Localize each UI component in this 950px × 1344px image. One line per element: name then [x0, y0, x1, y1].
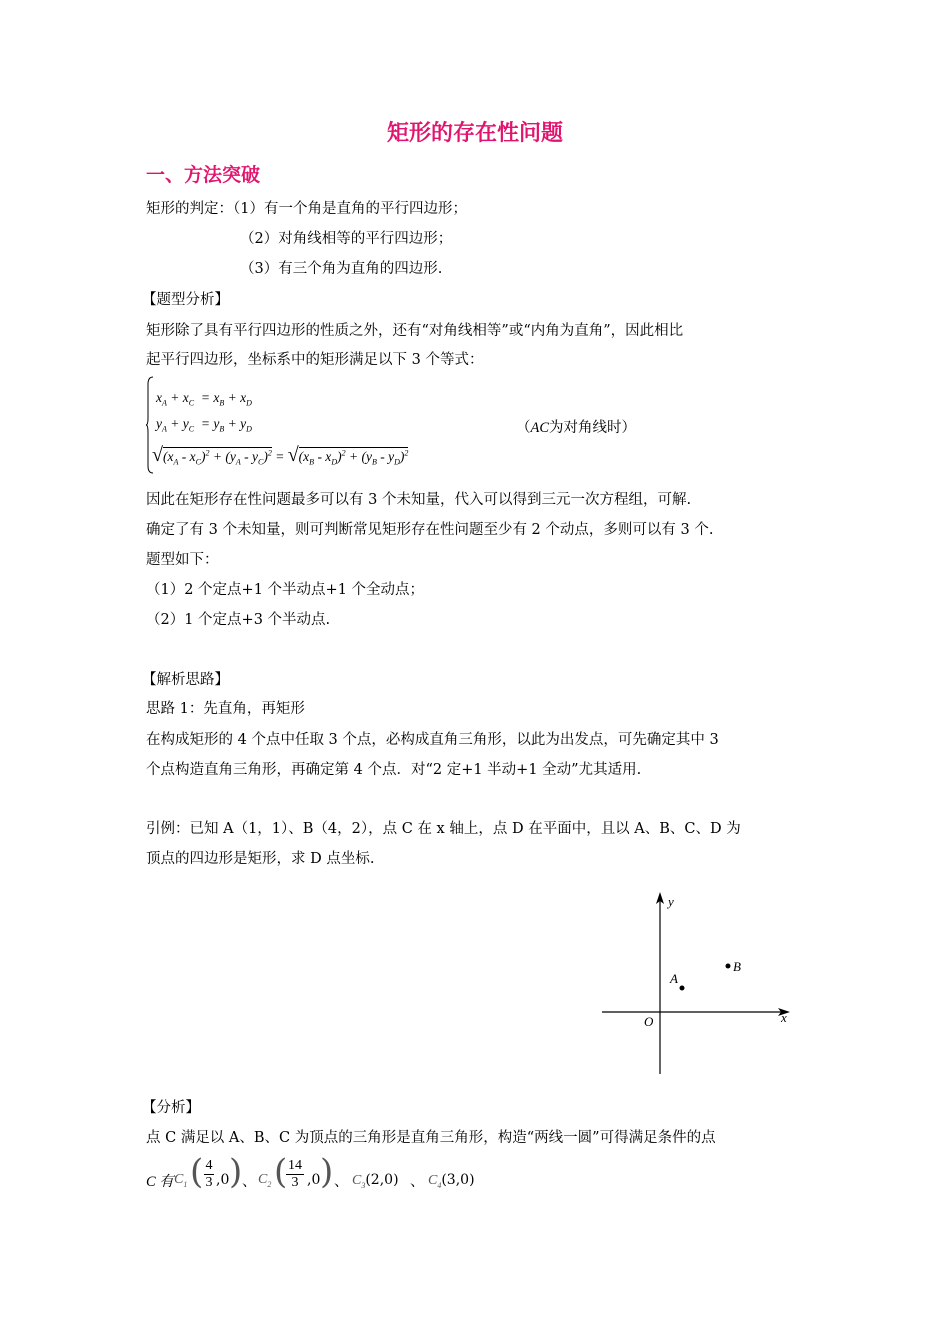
point-b-label: B: [733, 959, 741, 974]
analysis-paragraph-1: 矩形除了具有平行四边形的性质之外，还有“对角线相等”或“内角为直角”，因此相比: [146, 323, 684, 339]
analysis-heading: 【题型分析】: [142, 292, 229, 308]
judge-intro: 矩形的判定：（1）有一个角是直角的平行四边形；: [146, 201, 467, 217]
x-axis-label: x: [781, 1010, 787, 1025]
judge-item-3: （3）有三个角为直角的四边形.: [240, 261, 443, 277]
equation-2: $y_A + y_C = y_B + y_D$: [156, 416, 252, 434]
analysis2-paragraph: 点 C 满足以 A、B、C 为顶点的三角形是直角三角形，构造“两线一圆”可得满足条件的点: [146, 1130, 716, 1146]
y-axis-label: y: [668, 894, 674, 909]
answer-c1: $C_1$ ( 4 3 ,0 ): [174, 1152, 243, 1192]
text-line-3: 题型如下：: [146, 552, 219, 568]
text-line-1: 因此在矩形存在性问题最多可以有 3 个未知量，代入可以得到三元一次方程组，可解.: [146, 492, 692, 508]
idea-paragraph-1: 在构成矩形的 4 个点中任取 3 个点，必构成直角三角形，以此为出发点，可先确定其中 3: [146, 732, 719, 748]
section-heading: 一、方法突破: [146, 164, 261, 186]
solve-heading: 【解析思路】: [142, 672, 229, 688]
origin-label: O: [644, 1014, 654, 1029]
answer-c2: $C_2$ ( 14 3 ,0 ): [258, 1152, 334, 1192]
example-line-2: 顶点的四边形是矩形，求 D 点坐标.: [146, 851, 375, 867]
point-b: [726, 964, 731, 969]
answer-separator-2: 、: [334, 1174, 349, 1190]
answer-prefix: C 有: [146, 1174, 174, 1190]
point-a: [680, 986, 685, 991]
equation-3: $√(x_A - x_C)^2 + (y_A - y_C)^2 = √(x_B - x_D)^2 + (y_B - y_D)^2$: [152, 444, 409, 467]
page-title: 矩形的存在性问题: [386, 121, 563, 146]
coordinate-figure: [596, 888, 796, 1078]
equation-system: [146, 376, 526, 476]
example-line-1: 引例：已知 A（1，1）、B（4，2），点 C 在 x 轴上，点 D 在平面中，且以 A、B、C、D 为: [146, 821, 741, 837]
equation-1: $x_A + x_C = x_B + x_D$: [156, 390, 252, 408]
answer-c3: $C_3(2,0)$: [352, 1172, 399, 1190]
text-line-5: （2）1 个定点+3 个半动点.: [146, 612, 331, 628]
formula-note: （AC为对角线时）: [516, 420, 637, 436]
analysis-paragraph-2: 起平行四边形，坐标系中的矩形满足以下 3 个等式：: [146, 352, 484, 368]
judge-item-2: （2）对角线相等的平行四边形；: [240, 231, 453, 247]
idea-1: 思路 1：先直角，再矩形: [146, 701, 305, 717]
analysis2-heading: 【分析】: [142, 1100, 200, 1116]
answer-c4: $C_4(3,0)$: [428, 1172, 475, 1190]
text-line-2: 确定了有 3 个未知量，则可判断常见矩形存在性问题至少有 2 个动点，多则可以有 3 个.: [146, 522, 714, 538]
idea-paragraph-2: 个点构造直角三角形，再确定第 4 个点．对“2 定+1 半动+1 全动”尤其适用.: [146, 762, 642, 778]
answer-separator-3: 、: [410, 1174, 425, 1190]
point-a-label: A: [670, 971, 678, 986]
text-line-4: （1）2 个定点+1 个半动点+1 个全动点；: [146, 582, 425, 598]
answer-separator-1: 、: [242, 1174, 257, 1190]
